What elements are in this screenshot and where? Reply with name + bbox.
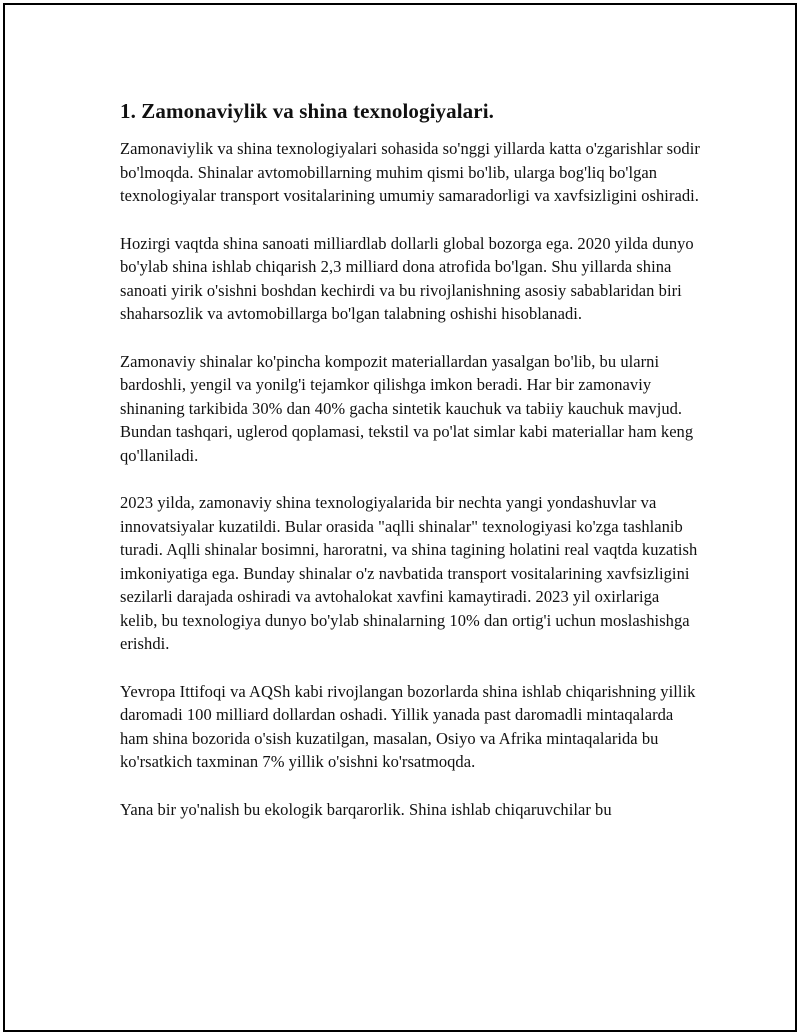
section-title: 1. Zamonaviylik va shina texnologiyalari.	[120, 99, 494, 123]
paragraph-4: 2023 yilda, zamonaviy shina texnologiyalarida bir nechta yangi yondashuvlar va innovatsiyalar kuzatildi. Bular orasida "aqlli shinalar" texnologiyasi ko'zga tashlanib turadi. Aqlli shinalar bosimni, haroratni, va shina tagining holatini real vaqtda kuzatish imkoniyatiga ega. Bunday shinalar o'z navbatida transport vositalarining xavfsizligini sezilarli darajada oshiradi va avtohalokat xavfini kamaytiradi. 2023 yil oxirlariga kelib, bu texnologiya dunyo bo'ylab shinalarning 10% dan ortig'i uchun moslashishga erishdi.	[120, 493, 698, 653]
paragraph-5: Yevropa Ittifoqi va AQSh kabi rivojlangan bozorlarda shina ishlab chiqarishning yillik daromadi 100 milliard dollardan oshadi. Yillik yanada past daromadli mintaqalarda ham shina bozorida o'sish kuzatilgan, masalan, Osiyo va Afrika mintaqalarida bu ko'rsatkich taxminan 7% yillik o'sishni ko'rsatmoqda.	[120, 681, 696, 771]
paragraph-1: Zamonaviylik va shina texnologiyalari sohasida so'nggi yillarda katta o'zgarishlar sodir bo'lmoqda. Shinalar avtomobillarning muhim qismi bo'lib, ularga bog'liq bo'lgan texnologiyalar transport vositalarining umumiy samaradorligi va xavfsizligini oshiradi.	[120, 139, 700, 205]
document-page	[3, 3, 797, 1032]
paragraph-6: Yana bir yo'nalish bu ekologik barqarorlik. Shina ishlab chiqaruvchilar bu	[120, 799, 612, 819]
paragraph-3: Zamonaviy shinalar ko'pincha kompozit materiallardan yasalgan bo'lib, bu ularni bardoshli, yengil va yonilg'i tejamkor qilishga imkon beradi. Har bir zamonaviy shinaning tarkibida 30% dan 40% gacha sintetik kauchuk va tabiiy kauchuk mavjud. Bundan tashqari, uglerod qoplamasi, tekstil va po'lat simlar kabi materiallar ham keng qo'llaniladi.	[120, 351, 694, 465]
document-content	[120, 97, 700, 845]
paragraph-2: Hozirgi vaqtda shina sanoati milliardlab dollarli global bozorga ega. 2020 yilda dunyo bo'ylab shina ishlab chiqarish 2,3 milliard dona atrofida bo'lgan. Shu yillarda shina sanoati yirik o'sishni boshdan kechirdi va bu rivojlanishning asosiy sabablaridan biri shaharsozlik va avtomobillarga bo'lgan talabning oshishi hisoblanadi.	[120, 233, 694, 323]
